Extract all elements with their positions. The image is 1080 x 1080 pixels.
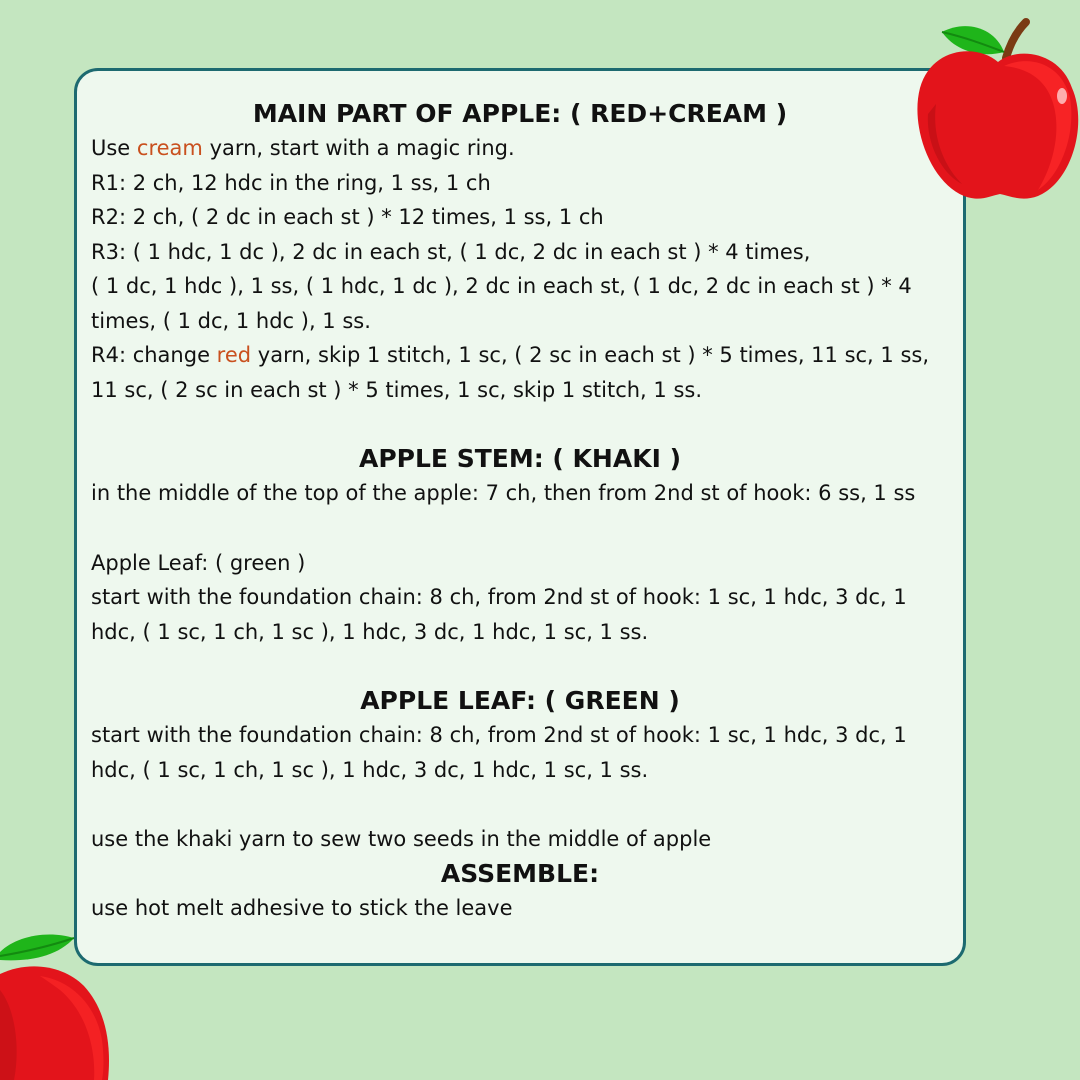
leaf-small-line-2: hdc, ( 1 sc, 1 ch, 1 sc ), 1 hdc, 3 dc, 1 hdc, 1 sc, 1 ss. xyxy=(91,619,649,644)
pattern-card xyxy=(74,68,966,966)
leaf-line-1: start with the foundation chain: 8 ch, from 2nd st of hook: 1 sc, 1 hdc, 3 dc, 1 xyxy=(91,723,907,747)
apple-icon xyxy=(0,930,112,1080)
spacer xyxy=(91,787,949,822)
apple-icon xyxy=(912,14,1080,204)
round-3-line-1: R3: ( 1 hdc, 1 dc ), 2 dc in each st, ( 1 dc, 2 dc in each st ) * 4 times, xyxy=(91,239,811,264)
main-part-intro: Use cream yarn, start with a magic ring. xyxy=(91,136,515,160)
cream-highlight: cream xyxy=(136,136,203,160)
round-3-line-3: times, ( 1 dc, 1 hdc ), 1 ss. xyxy=(91,308,371,333)
round-1: R1: 2 ch, 12 hdc in the ring, 1 ss, 1 ch xyxy=(91,170,491,195)
assemble-line: use hot melt adhesive to stick the leave xyxy=(91,895,513,920)
leaf-line-2: hdc, ( 1 sc, 1 ch, 1 sc ), 1 hdc, 3 dc, 1 hdc, 1 sc, 1 ss. xyxy=(91,757,649,782)
leaf-small-line-1: start with the foundation chain: 8 ch, from 2nd st of hook: 1 sc, 1 hdc, 3 dc, 1 xyxy=(91,585,907,609)
spacer xyxy=(91,407,949,442)
stem-heading: APPLE STEM: ( KHAKI ) xyxy=(359,444,681,473)
leaf-small-title: Apple Leaf: ( green ) xyxy=(91,550,306,575)
round-2: R2: 2 ch, ( 2 dc in each st ) * 12 times, 1 ss, 1 ch xyxy=(91,205,604,229)
main-part-heading: MAIN PART OF APPLE: ( RED+CREAM ) xyxy=(252,99,788,128)
red-highlight: red xyxy=(216,343,252,367)
apple-leaf-icon xyxy=(0,934,74,960)
seeds-line: use the khaki yarn to sew two seeds in the middle of apple xyxy=(91,827,712,851)
round-4-line-2: 11 sc, ( 2 sc in each st ) * 5 times, 1 sc, skip 1 stitch, 1 ss. xyxy=(91,377,702,402)
stem-line: in the middle of the top of the apple: 7 ch, then from 2nd st of hook: 6 ss, 1 ss xyxy=(91,481,916,505)
round-3-line-2: ( 1 dc, 1 hdc ), 1 ss, ( 1 hdc, 1 dc ), 2 dc in each st, ( 1 dc, 2 dc in each st ) * 4 xyxy=(91,274,912,298)
assemble-heading: ASSEMBLE: xyxy=(440,858,600,888)
spacer xyxy=(91,649,949,684)
round-4-line-1: R4: change red yarn, skip 1 stitch, 1 sc, ( 2 sc in each st ) * 5 times, 11 sc, 1 ss, xyxy=(91,343,930,367)
leaf-heading: APPLE LEAF: ( GREEN ) xyxy=(360,686,680,715)
spacer xyxy=(91,511,949,546)
apple-stem-icon xyxy=(1006,22,1026,58)
